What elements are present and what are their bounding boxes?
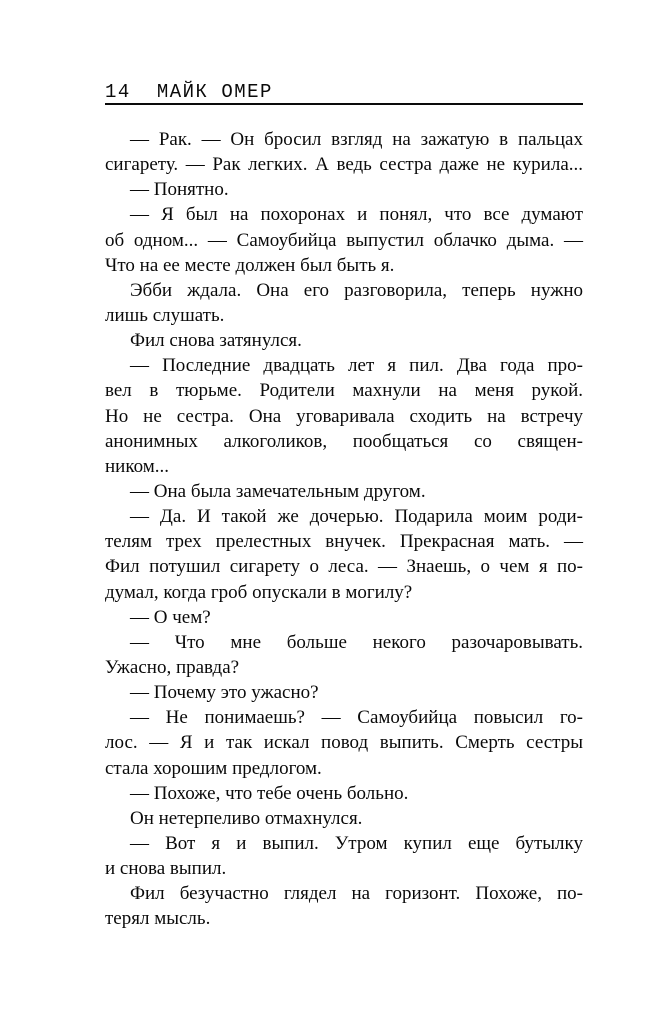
text-line: об одном... — Самоубийца выпустил облачко дыма. — (105, 229, 583, 251)
text-line: — Я был на похоронах и понял, что все думают (130, 204, 583, 226)
text-line: Фил безучастно глядел на горизонт. Похоже, по- (130, 883, 583, 905)
text-line: лишь слушать. (105, 304, 225, 326)
text-line: — Да. И такой же дочерью. Подарила моим роди- (130, 506, 583, 528)
text-line: — О чем? (130, 606, 211, 628)
text-line: Эбби ждала. Она его разговорила, теперь нужно (130, 279, 583, 301)
text-line: — Вот я и выпил. Утром купил еще бутылку (130, 832, 583, 854)
text-line: — Рак. — Он бросил взгляд на зажатую в пальцах (130, 129, 583, 150)
running-header (105, 81, 583, 103)
text-line: Ужасно, правда? (105, 656, 240, 678)
text-line: — Почему это ужасно? (130, 682, 319, 704)
text-line: — Что мне больше некого разочаровывать. (130, 631, 583, 653)
text-line: ником... (105, 455, 170, 477)
text-line: стала хорошим предлогом. (105, 757, 322, 779)
text-line: вел в тюрьме. Родители махнули на меня рукой. (105, 380, 583, 402)
page-number: 14 (105, 81, 131, 103)
text-line: — Похоже, что тебе очень больно. (130, 782, 409, 804)
text-line: телям трех прелестных внучек. Прекрасная мать. — (105, 531, 583, 553)
text-line: и снова выпил. (105, 858, 227, 880)
text-line: Но не сестра. Она уговаривала сходить на встречу (105, 405, 583, 427)
text-line: терял мысль. (105, 908, 211, 930)
text-line: — Не понимаешь? — Самоубийца повысил го- (130, 707, 583, 729)
text-line: Фил снова затянулся. (130, 330, 302, 352)
text-line: думал, когда гроб опускали в могилу? (105, 581, 413, 603)
running-title: МАЙК ОМЕР (156, 81, 273, 103)
text-line: Фил потушил сигарету о леса. — Знаешь, о чем я по- (105, 556, 583, 578)
header-rule-divider (105, 103, 583, 105)
text-line: Он нетерпеливо отмахнулся. (130, 807, 363, 829)
text-line: Что на ее месте должен был быть я. (105, 254, 395, 276)
text-lines (105, 127, 583, 932)
text-line: — Понятно. (130, 179, 229, 201)
text-line: анонимных алкоголиков, пообщаться со священ- (105, 430, 583, 452)
text-line: — Последние двадцать лет я пил. Два года про- (130, 355, 583, 377)
text-line: — Она была замечательным другом. (130, 480, 426, 502)
text-line: сигарету. — Рак легких. А ведь сестра даже не курила... (105, 154, 583, 176)
text-line: лос. — Я и так искал повод выпить. Смерть сестры (105, 732, 583, 754)
